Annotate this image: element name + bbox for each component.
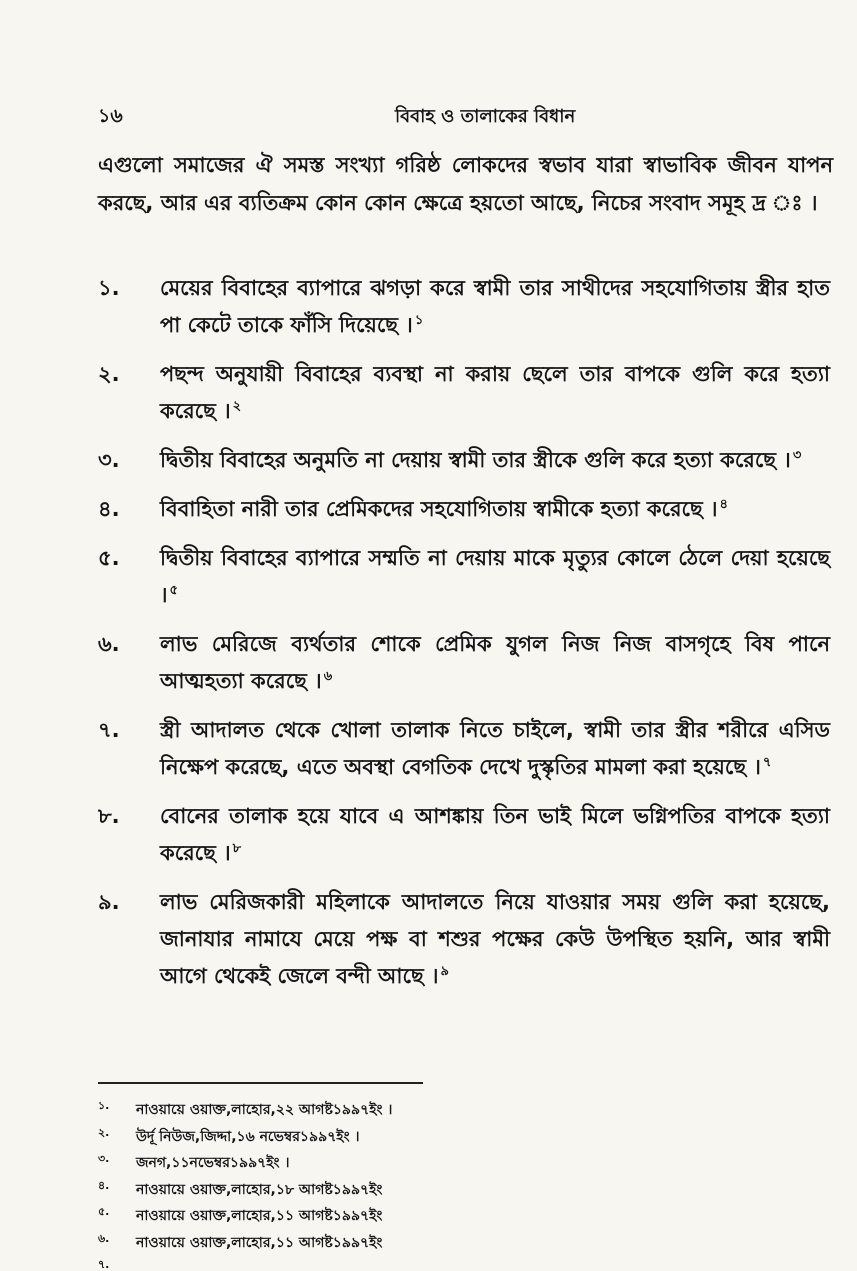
footnote-item [98,1097,798,1124]
list-item-number: ৩. [98,448,120,472]
list-item-number: ৯. [98,890,120,914]
footnote-text: নাওয়ায়ে ওয়াক্ত,লাহোর,১১ আগষ্ট১৯৯৭ইং [136,1234,383,1251]
list-item-number: ৪. [98,497,120,521]
intro-paragraph: এগুলো সমাজের ঐ সমস্ত সংখ্যা গরিষ্ঠ লোকদের স্বভাব যারা স্বাভাবিক জীবন যাপন করছে, আর এর ব্যতিক্রম কোন কোন ক্ষেত্রে হয়তো আছে, নিচের সংবাদ সমূহ দ্র ঃ । [98,153,833,215]
footnote-marker[interactable]: ৯ [440,964,449,979]
list-item [0,798,857,872]
list-item [0,626,857,700]
list-item-text [160,491,830,528]
list-item-text [160,270,830,344]
footnote-marker[interactable]: ১ [414,313,424,328]
list-item-text [160,712,830,786]
list-item-number: ৬. [98,632,120,656]
list-item-body: দ্বিতীয় বিবাহের অনুমতি না দেয়ায় স্বামী তার স্ত্রীকে গুলি করে হত্যা করেছে । [160,448,791,472]
footnote-marker[interactable]: ৭ [762,755,772,770]
list-item-body: দ্বিতীয় বিবাহের ব্যাপারে সম্মতি না দেয়ায় মাকে মৃত্যুর কোলে ঠেলে দেয়া হয়েছে । [160,546,830,607]
list-item [0,540,857,614]
page-header [0,100,857,130]
list-item-body: স্ত্রী আদালত থেকে খোলা তালাক নিতে চাইলে, স্বামী তার স্ত্রীর শরীরে এসিড নিক্ষেপ করেছে, এতে অবস্থা বেগতিক দেখে দুস্কৃতির মামলা করা হয়েছে । [160,718,830,779]
list-item-body: বোনের তালাক হয়ে যাবে এ আশঙ্কায় তিন ভাই মিলে ভগ্নিপতির বাপকে হত্যা করেছে । [160,804,830,865]
footnote-text: নাওয়ায়ে ওয়াক্ত,লাহোর,২২ আগষ্ট১৯৯৭ইং । [136,1102,393,1118]
numbered-list [0,270,857,1007]
list-item-body: বিবাহিতা নারী তার প্রেমিকদের সহযোগিতায় স্বামীকে হত্যা করেছে । [160,497,718,521]
footnote-number: ৪. [98,1178,110,1192]
list-item [0,712,857,786]
footnote-item [98,1150,798,1177]
footnote-item-cut-off [98,1256,798,1268]
footnote-number: ৫. [98,1205,110,1218]
footnote-list [98,1097,798,1268]
list-item-number: ৮. [98,804,120,828]
footnote-marker[interactable]: ৪ [719,497,728,512]
footnote-text: নাওয়ায়ে ওয়াক্ত,লাহোর,১১ আগষ্ট১৯৯৭ইং [136,1208,383,1224]
list-item-text [160,884,830,995]
list-item-number: ২. [98,362,120,386]
list-item-number: ৫. [98,546,120,570]
footnote-number: ৭. [98,1258,110,1268]
footnote-marker[interactable]: ৬ [323,669,333,684]
list-item [0,270,857,344]
footnote-item [98,1177,798,1204]
footnote-item [98,1124,798,1151]
list-item-number: ১. [98,276,120,300]
footnote-item [98,1230,798,1257]
list-item-body: লাভ মেরিজে ব্যর্থতার শোকে প্রেমিক যুগল নিজ নিজ বাসগৃহে বিষ পানে আত্মহত্যা করেছে । [160,632,830,693]
list-item-number: ৭. [98,718,120,742]
list-item [0,491,857,528]
footnote-item [98,1203,798,1230]
footnote-number: ৩. [98,1152,110,1165]
footnote-text: উর্দূ নিউজ,জিদ্দা,১৬ নভেম্বর১৯৯৭ইং । [136,1128,360,1145]
running-title: বিবাহ ও তালাকের বিধান [395,106,576,127]
footnote-text: নাওয়ায়ে ওয়াক্ত,লাহোর,১৮ আগষ্ট১৯৯৭ইং [136,1181,383,1198]
footnote-marker[interactable]: ২ [232,399,242,414]
list-item [0,442,857,479]
footnote-number: ২. [98,1125,110,1139]
list-item-text [160,442,830,479]
footnote-marker[interactable]: ৩ [792,448,802,463]
footnote-marker[interactable]: ৮ [232,841,242,856]
footnote-text: জনগ,১১নভেম্বর১৯৯৭ইং । [136,1155,290,1171]
list-item-text [160,626,830,700]
list-item-body: মেয়ের বিবাহের ব্যাপারে ঝগড়া করে স্বামী তার সাথীদের সহযোগিতায় স্ত্রীর হাত পা কেটে তাকে ফাঁসি দিয়েছে । [160,276,830,337]
list-item-body: লাভ মেরিজকারী মহিলাকে আদালতে নিয়ে যাওয়ার সময় গুলি করা হয়েছে, জানাযার নামাযে মেয়ে পক্ষ বা শশুর পক্ষের কেউ উপস্থিত হয়নি, আর স্বামী আগে থেকেই জেলে বন্দী আছে । [160,890,830,988]
footnote-marker[interactable]: ৫ [169,583,178,598]
list-item-text [160,798,830,872]
list-item-body: পছন্দ অনুযায়ী বিবাহের ব্যবস্থা না করায় ছেলে তার বাপকে গুলি করে হত্যা করেছে । [160,362,830,423]
footnote-number: ৬. [98,1231,110,1245]
footnote-number: ১. [98,1099,110,1112]
list-item-text [160,356,830,430]
page-number: ১৬ [98,105,123,127]
list-item [0,356,857,430]
list-item [0,884,857,995]
list-item-text [160,540,830,614]
footnote-divider [98,1082,423,1084]
